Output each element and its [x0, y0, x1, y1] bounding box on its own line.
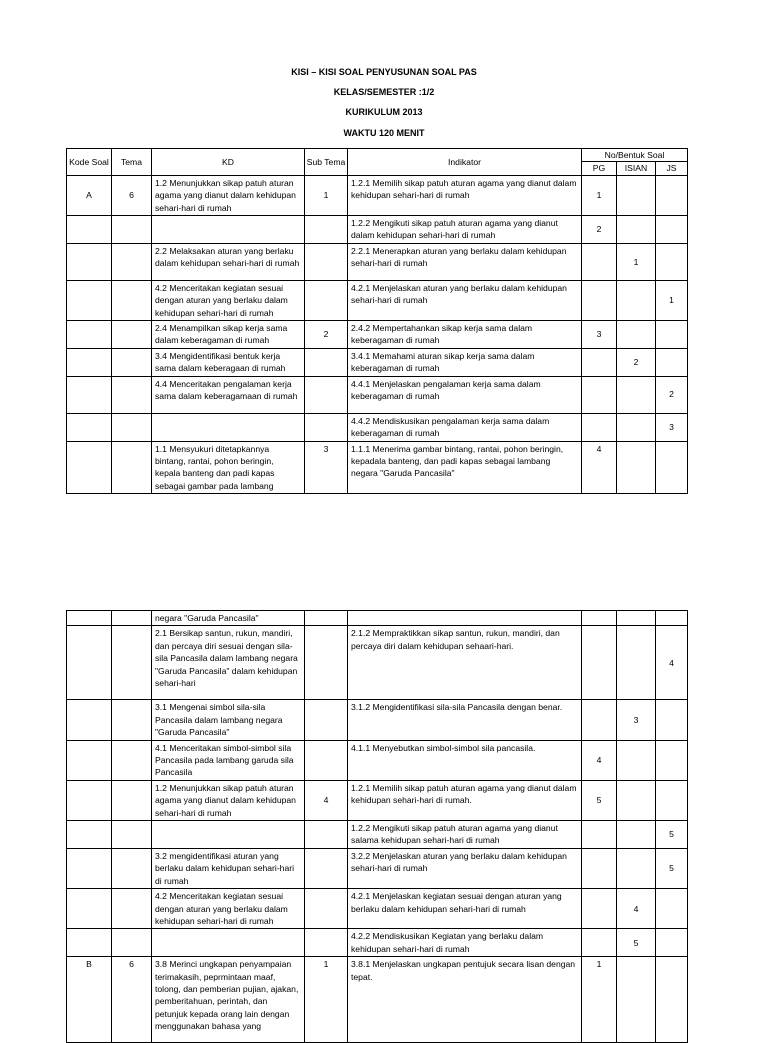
cell-kode — [67, 280, 112, 320]
cell-pg — [582, 376, 617, 413]
cell-js: 3 — [656, 413, 688, 441]
cell-isian — [617, 376, 656, 413]
table-row — [67, 957, 688, 1043]
cell-pg: 1 — [582, 957, 617, 1043]
cell-indikator: 2.1.2 Mempraktikkan sikap santun, rukun, mandiri, dan percaya diri dalam kehidupan sehaari-hari. — [348, 626, 582, 700]
cell-indikator: 3.8.1 Menjelaskan ungkapan pentujuk secara lisan dengan tepat. — [348, 957, 582, 1043]
cell-subtema — [305, 348, 348, 376]
table-row — [67, 626, 688, 700]
cell-isian — [617, 413, 656, 441]
table-row — [67, 780, 688, 820]
cell-subtema — [305, 889, 348, 929]
cell-isian — [617, 611, 656, 626]
cell-tema — [112, 413, 152, 441]
cell-isian — [617, 780, 656, 820]
cell-kd: negara "Garuda Pancasila" — [152, 611, 305, 626]
cell-subtema: 3 — [305, 441, 348, 494]
col-header-isian: ISIAN — [617, 162, 656, 175]
cell-kd: 4.4 Menceritakan pengalaman kerja sama dalam keberagamaan di rumah — [152, 376, 305, 413]
cell-subtema — [305, 280, 348, 320]
cell-pg — [582, 413, 617, 441]
cell-tema — [112, 321, 152, 349]
cell-tema — [112, 243, 152, 280]
cell-kd — [152, 821, 305, 849]
cell-isian: 4 — [617, 889, 656, 929]
cell-indikator: 3.1.2 Mengidentifikasi sila-sila Pancasila dengan benar. — [348, 700, 582, 740]
cell-pg — [582, 700, 617, 740]
cell-kode — [67, 441, 112, 494]
cell-js — [656, 957, 688, 1043]
table-row — [67, 348, 688, 376]
table-row — [67, 700, 688, 740]
cell-isian: 2 — [617, 348, 656, 376]
document-title: KISI – KISI SOAL PENYUSUNAN SOAL PAS — [291, 67, 477, 77]
cell-kode — [67, 413, 112, 441]
col-header-tema: Tema — [112, 149, 152, 176]
cell-subtema — [305, 929, 348, 957]
cell-js — [656, 929, 688, 957]
cell-tema — [112, 780, 152, 820]
cell-kode — [67, 780, 112, 820]
cell-tema — [112, 821, 152, 849]
cell-kode — [67, 243, 112, 280]
time-line: WAKTU 120 MENIT — [343, 128, 425, 138]
cell-indikator: 4.2.2 Mendiskusikan Kegiatan yang berlaku dalam kehidupan sehari-hari di rumah — [348, 929, 582, 957]
cell-js — [656, 348, 688, 376]
cell-kode: A — [67, 175, 112, 215]
cell-pg — [582, 821, 617, 849]
cell-kd: 3.1 Mengenai simbol sila-sila Pancasila dalam lambang negara "Garuda Pancasila" — [152, 700, 305, 740]
col-header-indikator: Indikator — [348, 149, 582, 176]
table-row — [67, 243, 688, 280]
cell-kd: 3.8 Merinci ungkapan penyampaian terimakasih, peprmintaan maaf, tolong, dan pemberian pujian, ajakan, pemberitahuan, perintah, dan petunjuk kepada orang lain dengan menggunakan bahasa yang — [152, 957, 305, 1043]
cell-isian — [617, 441, 656, 494]
cell-kd — [152, 216, 305, 244]
cell-pg — [582, 348, 617, 376]
cell-isian: 5 — [617, 929, 656, 957]
cell-js — [656, 700, 688, 740]
cell-kode — [67, 929, 112, 957]
table-row — [67, 929, 688, 957]
cell-js: 2 — [656, 376, 688, 413]
cell-subtema: 2 — [305, 321, 348, 349]
cell-kd: 2.2 Melaksakan aturan yang berlaku dalam kehidupan sehari-hari di rumah — [152, 243, 305, 280]
cell-indikator: 3.4.1 Memahami aturan sikap kerja sama dalam keberagaman di rumah — [348, 348, 582, 376]
cell-tema — [112, 216, 152, 244]
cell-tema: 6 — [112, 957, 152, 1043]
cell-pg: 5 — [582, 780, 617, 820]
cell-kode — [67, 348, 112, 376]
table-row — [67, 821, 688, 849]
cell-indikator: 2.2.1 Menerapkan aturan yang berlaku dalam kehidupan sehari-hari di rumah — [348, 243, 582, 280]
cell-tema — [112, 889, 152, 929]
cell-indikator: 4.4.2 Mendiskusikan pengalaman kerja sama dalam keberagaman di rumah — [348, 413, 582, 441]
cell-tema — [112, 626, 152, 700]
cell-pg: 4 — [582, 441, 617, 494]
cell-isian — [617, 821, 656, 849]
cell-subtema — [305, 700, 348, 740]
cell-kode — [67, 848, 112, 888]
cell-indikator: 2.4.2 Mempertahankan sikap kerja sama dalam keberagaman di rumah — [348, 321, 582, 349]
cell-indikator: 1.2.2 Mengikuti sikap patuh aturan agama yang dianut dalam kehidupan sehari-hari di rumah — [348, 216, 582, 244]
grid-table-page-1 — [66, 148, 688, 494]
cell-pg: 4 — [582, 740, 617, 780]
cell-indikator: 1.1.1 Menerima gambar bintang, rantai, pohon beringin, kepadala banteng, dan padi kapas sebagai lambang negara "Garuda Pancasila" — [348, 441, 582, 494]
table-row — [67, 280, 688, 320]
cell-indikator: 4.2.1 Menjelaskan kegiatan sesuai dengan aturan yang berlaku dalam kehidupan sehari-hari di rumah — [348, 889, 582, 929]
cell-tema — [112, 929, 152, 957]
cell-js — [656, 321, 688, 349]
cell-kd: 1.2 Menunjukkan sikap patuh aturan agama yang dianut dalam kehidupan sehari-hari di rumah — [152, 780, 305, 820]
col-header-pg: PG — [582, 162, 617, 175]
cell-subtema — [305, 740, 348, 780]
cell-kode — [67, 821, 112, 849]
cell-subtema — [305, 626, 348, 700]
cell-isian — [617, 175, 656, 215]
cell-subtema — [305, 243, 348, 280]
cell-kd — [152, 413, 305, 441]
table-row — [67, 216, 688, 244]
cell-js — [656, 780, 688, 820]
cell-indikator: 4.2.1 Menjelaskan aturan yang berlaku dalam kehidupan sehari-hari di rumah — [348, 280, 582, 320]
cell-tema — [112, 441, 152, 494]
cell-subtema: 1 — [305, 175, 348, 215]
cell-kd: 1.1 Mensyukuri ditetapkannya bintang, rantai, pohon beringin, kepala banteng dan padi kapas sebagai gambar pada lambang — [152, 441, 305, 494]
table-row — [67, 441, 688, 494]
cell-kode — [67, 611, 112, 626]
cell-isian — [617, 626, 656, 700]
cell-subtema — [305, 611, 348, 626]
cell-isian — [617, 280, 656, 320]
cell-js: 5 — [656, 848, 688, 888]
cell-kd: 3.2 mengidentifikasi aturan yang berlaku dalam kehidupan sehari-hari di rumah — [152, 848, 305, 888]
table-row — [67, 376, 688, 413]
cell-kd: 4.2 Menceritakan kegiatan sesuai dengan aturan yang berlaku dalam kehidupan sehari-hari di rumah — [152, 280, 305, 320]
cell-kd: 4.1 Menceritakan simbol-simbol sila Pancasila pada lambang garuda sila Pancasila — [152, 740, 305, 780]
cell-isian — [617, 216, 656, 244]
cell-tema — [112, 348, 152, 376]
table-row — [67, 611, 688, 626]
cell-pg — [582, 280, 617, 320]
cell-kd: 3.4 Mengidentifikasi bentuk kerja sama dalam keberagaan di rumah — [152, 348, 305, 376]
cell-subtema: 4 — [305, 780, 348, 820]
cell-kode — [67, 376, 112, 413]
cell-indikator — [348, 611, 582, 626]
cell-indikator: 4.4.1 Menjelaskan pengalaman kerja sama dalam keberagaman di rumah — [348, 376, 582, 413]
cell-kode — [67, 321, 112, 349]
cell-js — [656, 740, 688, 780]
cell-kd: 2.4 Menampilkan sikap kerja sama dalam keberagaman di rumah — [152, 321, 305, 349]
cell-js — [656, 243, 688, 280]
cell-js — [656, 441, 688, 494]
cell-tema — [112, 611, 152, 626]
cell-pg — [582, 626, 617, 700]
grid-table-page-2 — [66, 610, 688, 1043]
cell-tema — [112, 740, 152, 780]
cell-kode — [67, 740, 112, 780]
cell-js: 5 — [656, 821, 688, 849]
cell-isian: 3 — [617, 700, 656, 740]
cell-pg: 3 — [582, 321, 617, 349]
cell-tema: 6 — [112, 175, 152, 215]
table-row — [67, 413, 688, 441]
cell-isian: 1 — [617, 243, 656, 280]
cell-kode — [67, 626, 112, 700]
cell-pg: 1 — [582, 175, 617, 215]
cell-pg — [582, 611, 617, 626]
col-header-js: JS — [656, 162, 688, 175]
cell-isian — [617, 848, 656, 888]
cell-js: 1 — [656, 280, 688, 320]
cell-pg — [582, 889, 617, 929]
cell-kode: B — [67, 957, 112, 1043]
cell-indikator: 1.2.2 Mengikuti sikap patuh aturan agama yang dianut salama kehidupan sehari-hari di rumah — [348, 821, 582, 849]
cell-js — [656, 611, 688, 626]
table-row — [67, 848, 688, 888]
cell-indikator: 3.2.2 Menjelaskan aturan yang berlaku dalam kehidupan sehari-hari di rumah — [348, 848, 582, 888]
cell-kode — [67, 889, 112, 929]
cell-kd: 4.2 Menceritakan kegiatan sesuai dengan aturan yang berlaku dalam kehidupan sehari-hari di rumah — [152, 889, 305, 929]
cell-js — [656, 216, 688, 244]
cell-js — [656, 175, 688, 215]
col-header-kode: Kode Soal — [67, 149, 112, 176]
cell-indikator: 1.2.1 Memilih sikap patuh aturan agama yang dianut dalam kehidupan sehari-hari di rumah — [348, 175, 582, 215]
cell-subtema — [305, 413, 348, 441]
table-row — [67, 175, 688, 215]
curriculum-line: KURIKULUM 2013 — [345, 107, 423, 117]
cell-pg — [582, 929, 617, 957]
cell-js — [656, 889, 688, 929]
cell-subtema — [305, 821, 348, 849]
cell-subtema — [305, 216, 348, 244]
cell-subtema — [305, 376, 348, 413]
class-semester-line: KELAS/SEMESTER :1/2 — [333, 87, 435, 97]
cell-subtema: 1 — [305, 957, 348, 1043]
cell-kode — [67, 216, 112, 244]
cell-tema — [112, 376, 152, 413]
table-row — [67, 889, 688, 929]
cell-kd: 2.1 Bersikap santun, rukun, mandiri, dan percaya diri sesuai dengan sila-sila Pancasila dalam lambang negara "Garuda Pancasila" dalam kehidupan sehari-hari — [152, 626, 305, 700]
cell-indikator: 1.2.1 Memilih sikap patuh aturan agama yang dianut dalam kehidupan sehari-hari di rumah. — [348, 780, 582, 820]
cell-kd — [152, 929, 305, 957]
cell-subtema — [305, 848, 348, 888]
col-header-subtema: Sub Tema — [305, 149, 348, 176]
cell-js: 4 — [656, 626, 688, 700]
cell-isian — [617, 321, 656, 349]
cell-pg — [582, 243, 617, 280]
cell-pg — [582, 848, 617, 888]
cell-pg: 2 — [582, 216, 617, 244]
table-row — [67, 321, 688, 349]
cell-indikator: 4.1.1 Menyebutkan simbol-simbol sila pancasila. — [348, 740, 582, 780]
cell-isian — [617, 957, 656, 1043]
cell-kode — [67, 700, 112, 740]
cell-tema — [112, 280, 152, 320]
table-row — [67, 740, 688, 780]
cell-kd: 1.2 Menunjukkan sikap patuh aturan agama yang dianut dalam kehidupan sehari-hari di rumah — [152, 175, 305, 215]
col-header-bentuk-soal: No/Bentuk Soal — [582, 149, 688, 162]
col-header-kd: KD — [152, 149, 305, 176]
cell-tema — [112, 700, 152, 740]
cell-isian — [617, 740, 656, 780]
cell-tema — [112, 848, 152, 888]
